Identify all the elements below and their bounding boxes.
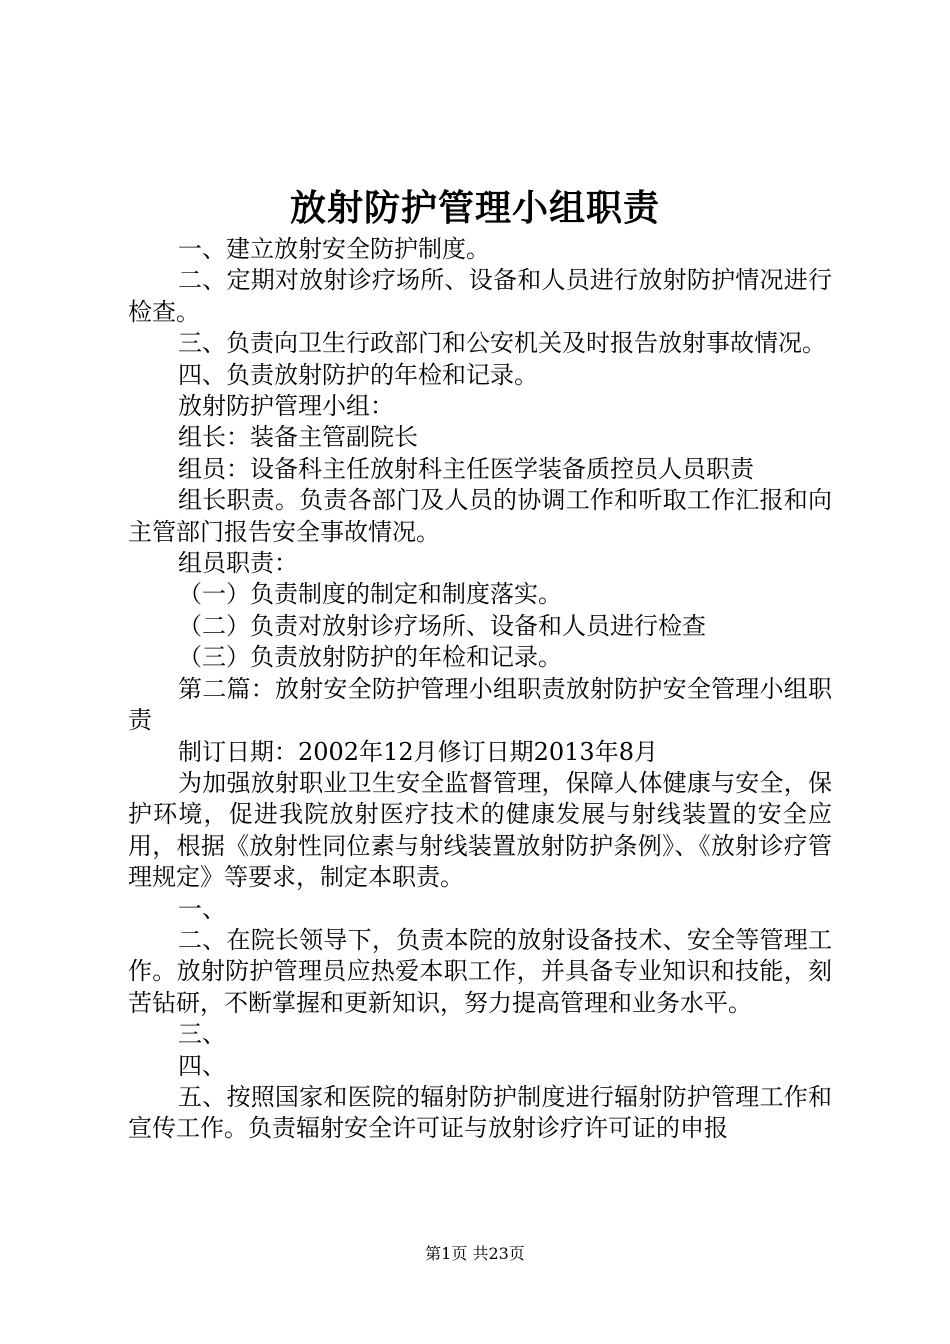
paragraph: 一、 <box>178 894 226 923</box>
paragraph: （三）负责放射防护的年检和记录。 <box>178 643 562 672</box>
paragraph: 二、在院长领导下，负责本院的放射设备技术、安全等管理工作。放射防护管理员应热爱本职工作，并具备专业知识和技能，刻苦钻研，不断掌握和更新知识，努力提高管理和业务水平。 <box>128 925 832 1017</box>
page-footer: 第1页 共23页 <box>425 1244 525 1263</box>
paragraph: 组员职责： <box>178 549 298 578</box>
paragraph: （一）负责制度的制定和制度落实。 <box>178 580 562 609</box>
paragraph: 一、建立放射安全防护制度。 <box>178 235 490 263</box>
paragraph: 三、 <box>178 1020 226 1049</box>
paragraph: 放射防护管理小组： <box>178 392 394 421</box>
paragraph: 第二篇：放射安全防护管理小组职责放射防护安全管理小组职责 <box>128 674 832 735</box>
paragraph: 二、定期对放射诊疗场所、设备和人员进行放射防护情况进行检查。 <box>128 266 832 326</box>
paragraph: 四、 <box>178 1051 226 1080</box>
paragraph: 为加强放射职业卫生安全监督管理，保障人体健康与安全，保护环境，促进我院放射医疗技术的健康发展与射线装置的安全应用，根据《放射性同位素与射线装置放射防护条例》、《放射诊疗管理规定》等要求，制定本职责。 <box>128 768 832 892</box>
paragraph: 组长职责。负责各部门及人员的协调工作和听取工作汇报和向主管部门报告安全事故情况。 <box>128 486 832 546</box>
document-title: 放射防护管理小组职责 <box>289 187 660 229</box>
paragraph: 三、负责向卫生行政部门和公安机关及时报告放射事故情况。 <box>178 329 826 358</box>
paragraph: 四、负责放射防护的年检和记录。 <box>178 360 538 389</box>
paragraph: 制订日期：2002年12月修订日期2013年8月 <box>178 737 658 766</box>
paragraph: （二）负责对放射诊疗场所、设备和人员进行检查 <box>178 611 706 640</box>
paragraph: 组员：设备科主任放射科主任医学装备质控员人员职责 <box>178 454 754 483</box>
paragraph: 组长：装备主管副院长 <box>178 423 418 452</box>
document-body <box>128 234 832 1145</box>
paragraph: 五、按照国家和医院的辐射防护制度进行辐射防护管理工作和宣传工作。负责辐射安全许可证与放射诊疗许可证的申报 <box>128 1082 832 1143</box>
